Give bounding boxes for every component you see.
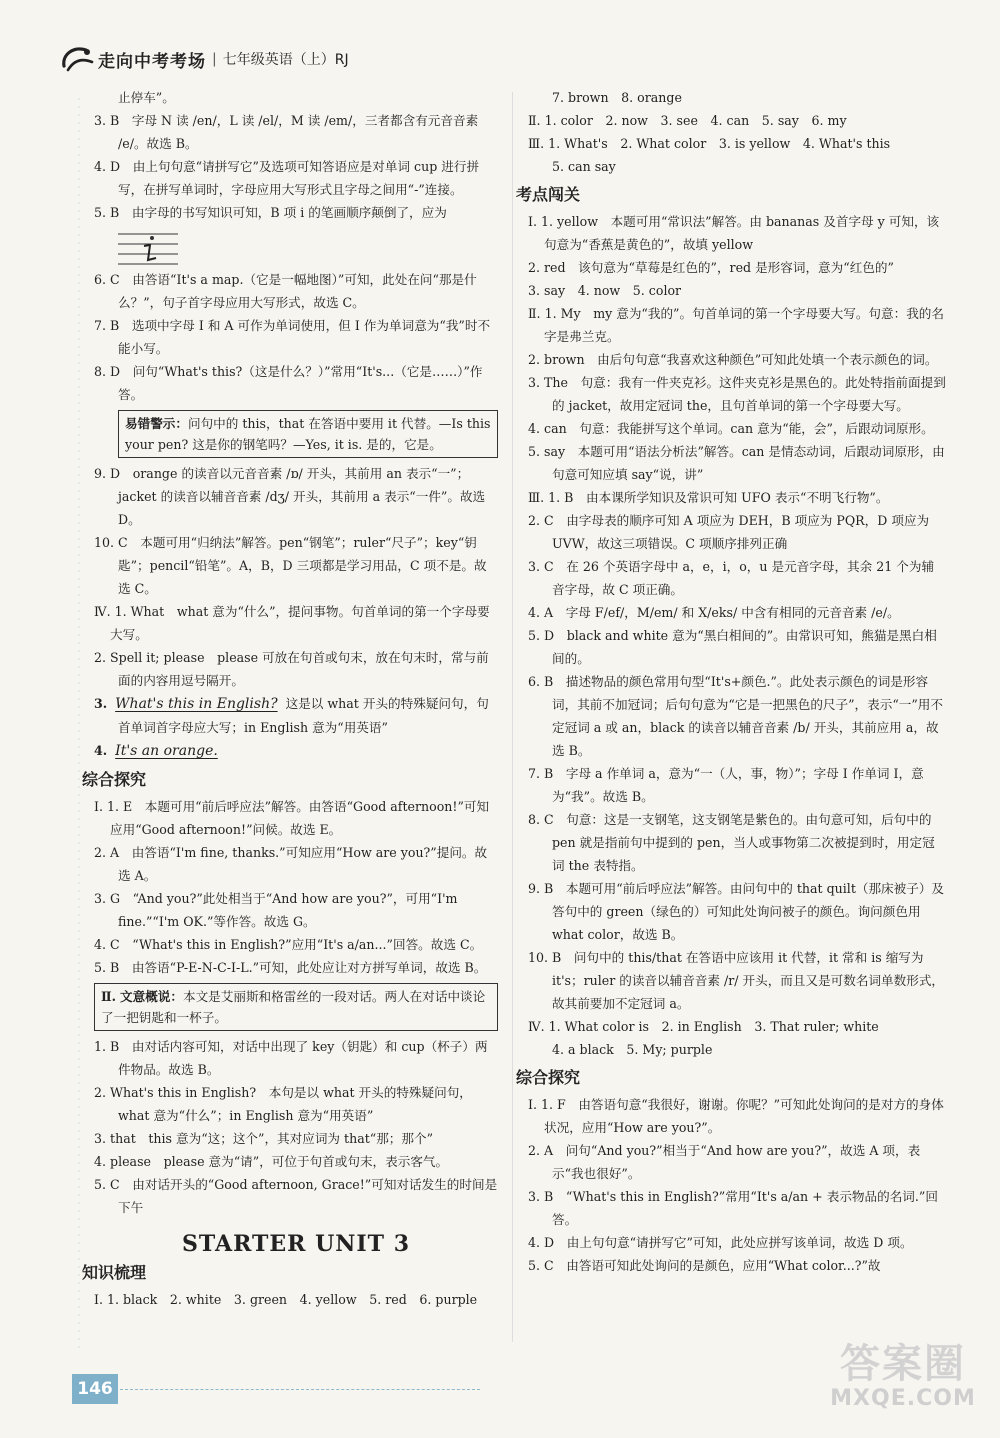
passage-summary-box <box>94 983 498 1031</box>
answer-item: 1. B 由对话内容可知，对话中出现了 key（钥匙）和 cup（杯子）两件物品。故选 B。 <box>94 1039 488 1077</box>
answer-item: 3. B “What's this in English?”常用“It's a/an + 表示物品的名词.”回答。 <box>528 1189 938 1227</box>
answer-item: 4. please please 意为“请”，可位于句首或句末，表示客气。 <box>94 1154 449 1169</box>
answer-item: 2. red 该句意为“草莓是红色的”，red 是形容词，意为“红色的” <box>528 260 894 275</box>
answer-item: 9. B 本题可用“前后呼应法”解答。由问句中的 that quilt（那床被子）及答句中的 green（绿色的）可知此处询问被子的颜色。询问颜色用 what color，故选 B。 <box>528 881 945 942</box>
answer-item: 2. A 问句“And you?”相当于“And how are you?”，故选 A 项，表示“我也很好”。 <box>528 1143 921 1181</box>
answer-item: 4. D 由上句句意“请拼写它”及选项可知答语应是对单词 cup 进行拼写，在拼写单词时，字母应用大写形式且字母之间用“-”连接。 <box>94 159 480 197</box>
answer-item: 7. brown 8. orange <box>552 90 682 105</box>
book-subtitle: 七年级英语（上）RJ <box>222 52 349 68</box>
item-number: 4. <box>94 743 108 758</box>
answer-item: 4. can 句意：我能拼写这个单词。can 意为“能，会”，后跟动词原形。 <box>528 421 934 436</box>
left-column <box>82 86 498 1311</box>
answer-item: 4. D 由上句句意“请拼写它”可知，此处应拼写该单词，故选 D 项。 <box>528 1235 913 1250</box>
answer-item: 9. D orange 的读音以元音音素 /ɒ/ 开头，其前用 an 表示“一”；jacket 的读音以辅音音素 /dʒ/ 开头，其前用 a 表示“一件”。故选 D。 <box>94 466 486 527</box>
answer-explanation: 这是以 what 开头的特殊疑问句，句首单词首字母应大写；in English 意为“用英语” <box>118 696 489 735</box>
answer-item: 3. The 句意：我有一件夹克衫。这件夹克衫是黑色的。此处特指前面提到的 jacket，故用定冠词 the，且句首单词的第一个字母要大写。 <box>528 375 946 413</box>
handwritten-answer: What's this in English? <box>115 696 278 712</box>
answer-item: 2. A 由答语“I'm fine, thanks.”可知应用“How are you?”提问。故选 A。 <box>94 845 488 883</box>
handwriting-sample-space <box>94 224 498 268</box>
book-series-logo-icon <box>60 44 94 74</box>
answer-item: Ⅳ. 1. What color is 2. in English 3. That ruler; white <box>528 1019 879 1034</box>
answer-item: 8. C 句意：这是一支钢笔，这支钢笔是紫色的。由句意可知，后句中的 pen 就是指前句中提到的 pen，当人或事物第二次被提到时，用定冠词 the 表特指。 <box>528 812 935 873</box>
answer-item <box>94 739 498 763</box>
page-number: 146 <box>72 1374 118 1404</box>
answer-item: 3. G “And you?”此处相当于“And how are you?”，可用“I'm fine.”“I'm OK.”等作答。故选 G。 <box>94 891 458 929</box>
section-heading: 考点闯关 <box>516 185 581 204</box>
answer-item: Ⅱ. 1. color 2. now 3. see 4. can 5. say 6. my <box>528 113 847 128</box>
warning-label: 易错警示： <box>125 416 188 431</box>
answer-item: 10. B 问句中的 this/that 在答语中应该用 it 代替，it 常和 is 缩写为 it's；ruler 的读音以辅音音素 /r/ 开头，而且又是可数名词单数形式，故其前要加不定冠词 a。 <box>528 950 945 1011</box>
item-number: 3. <box>94 696 108 711</box>
warning-text: 问句中的 this，that 在答语中要用 it 代替。—Is this your pen? 这是你的钢笔吗？—Yes, it is. 是的，它是。 <box>125 416 491 452</box>
answer-item: 5. say 本题可用“语法分析法”解答。can 是情态动词，后跟动词原形，由句意可知应填 say“说，讲” <box>528 444 945 482</box>
answer-item: 10. C 本题可用“归纳法”解答。pen“钢笔”；ruler“尺子”；key“钥匙”；pencil“铅笔”。A，B，D 三项都是学习用品，C 项不是。故选 C。 <box>94 535 487 596</box>
answer-item: Ⅲ. 1. What's 2. What color 3. is yellow 4. What's this <box>528 136 891 151</box>
answer-item: Ⅱ. 1. My my 意为“我的”。句首单词的第一个字母要大写。句意：我的名字是弗兰克。 <box>528 306 944 344</box>
answer-item: Ⅰ. 1. E 本题可用“前后呼应法”解答。由答语“Good afternoon!”可知应用“Good afternoon!”问候。故选 E。 <box>94 799 490 837</box>
answer-item: 8. D 问句“What's this?（这是什么？）”常用“It's...（它是……）”作答。 <box>94 364 483 402</box>
answer-item <box>94 692 498 739</box>
answer-item: 3. say 4. now 5. color <box>528 283 682 298</box>
section-heading: 综合探究 <box>82 770 147 789</box>
section-heading: 综合探究 <box>516 1068 581 1087</box>
answer-item: 4. a black 5. My; purple <box>552 1042 713 1057</box>
answer-item: Ⅰ. 1. black 2. white 3. green 4. yellow 5. red 6. purple <box>94 1292 478 1307</box>
margin-ruler-strip <box>76 98 82 1348</box>
unit-title: STARTER UNIT 3 <box>181 1231 411 1257</box>
right-column <box>516 86 946 1277</box>
error-warning-box <box>118 410 498 458</box>
summary-label: 文意概说： <box>120 989 183 1004</box>
answer-item: Ⅳ. 1. What what 意为“什么”，提问事物。句首单词的第一个字母要大写。 <box>94 604 490 642</box>
handwritten-i-icon <box>118 224 178 268</box>
answer-item: 4. C “What's this in English?”应用“It's a/an...”回答。故选 C。 <box>94 937 483 952</box>
answer-item: 5. D black and white 意为“黑白相间的”。由常识可知，熊猫是黑白相间的。 <box>528 628 937 666</box>
margin-dots <box>76 98 82 1348</box>
answer-item: 5. can say <box>552 159 616 174</box>
answer-item: Ⅰ. 1. F 由答语句意“我很好，谢谢。你呢？”可知此处询问的是对方的身体状况，应用“How are you?”。 <box>528 1097 944 1135</box>
series-title: 走向中考考场 <box>98 51 206 72</box>
footer-dashed-line <box>120 1389 480 1390</box>
summary-text: 本文是艾丽斯和格雷丝的一段对话。两人在对话中谈论了一把钥匙和一杯子。 <box>101 989 486 1025</box>
answer-item: 5. B 由答语“P-E-N-C-I-L.”可知，此处应让对方拼写单词，故选 B。 <box>94 960 487 975</box>
answer-item: 7. B 选项中字母 I 和 A 可作为单词使用，但 I 作为单词意为“我”时不能小写。 <box>94 318 491 356</box>
answer-item: Ⅰ. 1. yellow 本题可用“常识法”解答。由 bananas 及首字母 y 可知，该句意为“香蕉是黄色的”，故填 yellow <box>528 214 940 252</box>
watermark-logo-text: 答案圈 <box>840 1341 966 1387</box>
section-number: Ⅱ. <box>101 989 116 1004</box>
answer-item: 5. C 由对话开头的“Good afternoon, Grace!”可知对话发生的时间是下午 <box>94 1177 498 1215</box>
handwritten-answer: It's an orange. <box>115 743 218 759</box>
watermark-url: MXQE.COM <box>830 1386 976 1411</box>
column-divider <box>512 92 513 1342</box>
site-watermark <box>818 1342 988 1428</box>
answer-item: 7. B 字母 a 作单词 a，意为“一（人，事，物）”；字母 I 作单词 I，意为“我”。故选 B。 <box>528 766 924 804</box>
answer-item: 2. Spell it; please please 可放在句首或句末，放在句末时，常与前面的内容用逗号隔开。 <box>94 650 489 688</box>
answer-item: 3. B 字母 N 读 /en/，L 读 /el/，M 读 /em/，三者都含有元音音素 /e/。故选 B。 <box>94 113 479 151</box>
header-separator: | <box>212 51 217 67</box>
running-header <box>60 42 460 76</box>
answer-item: 2. What's this in English? 本句是以 what 开头的特殊疑问句，what 意为“什么”；in English 意为“用英语” <box>94 1085 472 1123</box>
answer-item: 6. B 描述物品的颜色常用句型“It's+颜色.”。此处表示颜色的词是形容词，其前不加冠词；后句句意为“它是一把黑色的尺子”，表示“一”用不定冠词 a 或 an，black 的读音以辅音音素 /b/ 开头，其前应用 a，故选 B。 <box>528 674 943 758</box>
answer-item: 2. brown 由后句句意“我喜欢这种颜色”可知此处填一个表示颜色的词。 <box>528 352 938 367</box>
section-heading: 知识梳理 <box>82 1263 147 1282</box>
answer-item: 止停车”。 <box>118 90 175 105</box>
answer-item: 3. that this 意为“这；这个”，其对应词为 that“那；那个” <box>94 1131 434 1146</box>
answer-item: Ⅲ. 1. B 由本课所学知识及常识可知 UFO 表示“不明飞行物”。 <box>528 490 889 505</box>
answer-item: 2. C 由字母表的顺序可知 A 项应为 DEH，B 项应为 PQR，D 项应为 UVW，故这三项错误。C 项顺序排列正确 <box>528 513 930 551</box>
answer-item: 4. A 字母 F/ef/，M/em/ 和 X/eks/ 中含有相同的元音音素 /e/。 <box>528 605 900 620</box>
answer-item: 6. C 由答语“It's a map.（它是一幅地图）”可知，此处在问“那是什么？”，句子首字母应用大写形式，故选 C。 <box>94 272 477 310</box>
answer-item: 5. C 由答语可知此处询问的是颜色，应用“What color...?”故 <box>528 1258 881 1273</box>
answer-item: 3. C 在 26 个英语字母中 a，e，i，o，u 是元音字母，其余 21 个为辅音字母，故 C 项正确。 <box>528 559 935 597</box>
answer-item: 5. B 由字母的书写知识可知，B 项 i 的笔画顺序颠倒了，应为 <box>94 205 447 220</box>
